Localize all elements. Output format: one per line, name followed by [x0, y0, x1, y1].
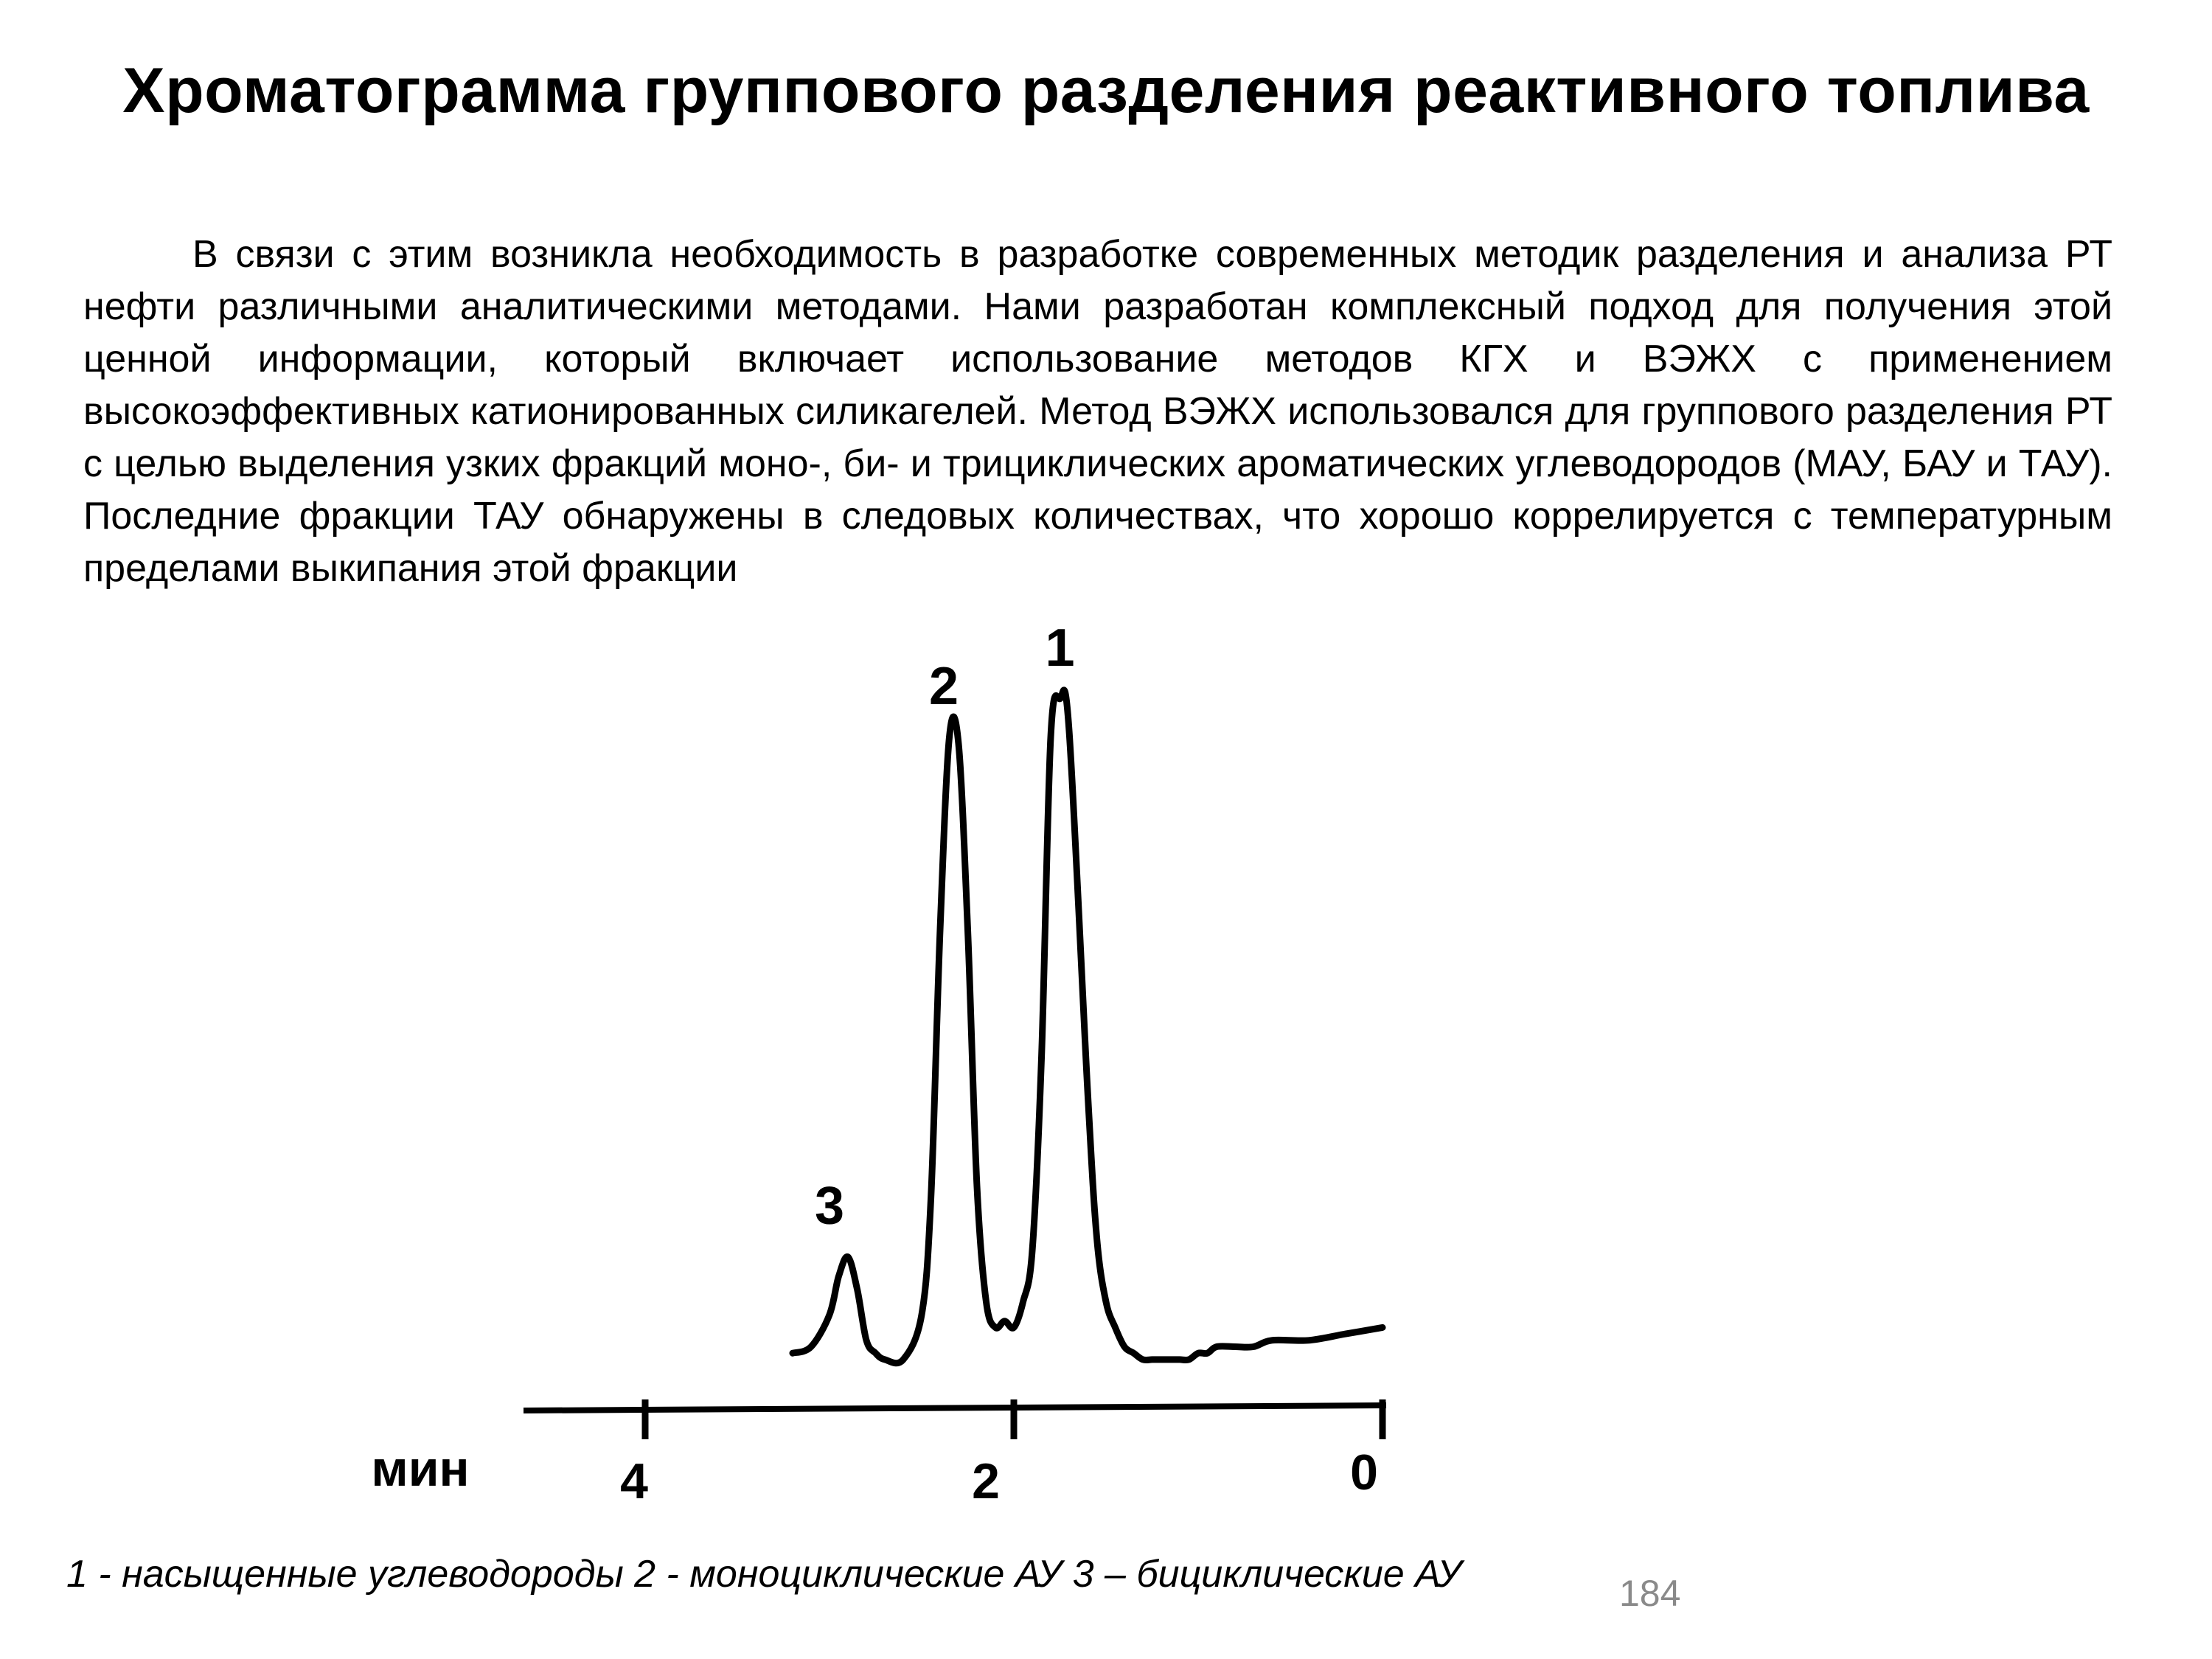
peak-label-2: 2: [928, 657, 959, 716]
x-tick-label-4: 4: [620, 1453, 648, 1509]
page-title: Хроматограмма группового разделения реактивного топлива: [122, 55, 2090, 126]
legend-text: 1 - насыщенные углеводороды 2 - моноциклические АУ 3 – бициклические АУ: [66, 1553, 1462, 1596]
page-number: 184: [1619, 1573, 1681, 1614]
x-axis-label: мин: [371, 1441, 470, 1497]
x-tick-label-2: 2: [972, 1453, 1000, 1509]
peak-label-3: 3: [814, 1176, 845, 1236]
peak-label-1: 1: [1045, 618, 1075, 678]
x-axis: [524, 1405, 1386, 1411]
chromatogram-curve: [793, 690, 1382, 1363]
x-tick-label-0: 0: [1350, 1444, 1378, 1500]
body-paragraph: В связи с этим возникла необходимость в разработке современных методик разделения и анализа РТ нефти различными аналитическими методами. Нами разработан комплексный подход для получения этой ценной информации, который включает использование методов КГХ и ВЭЖХ с применением высокоэффективных катионированных силикагелей. Метод ВЭЖХ использовался для группового разделения РТ с целью выделения узких фракций моно-, би- и трициклических ароматических углеводородов (МАУ, БАУ и ТАУ). Последние фракции ТАУ обнаружены в следовых количествах, что хорошо коррелируется с температурным пределами выкипания этой фракции: [83, 233, 2112, 590]
